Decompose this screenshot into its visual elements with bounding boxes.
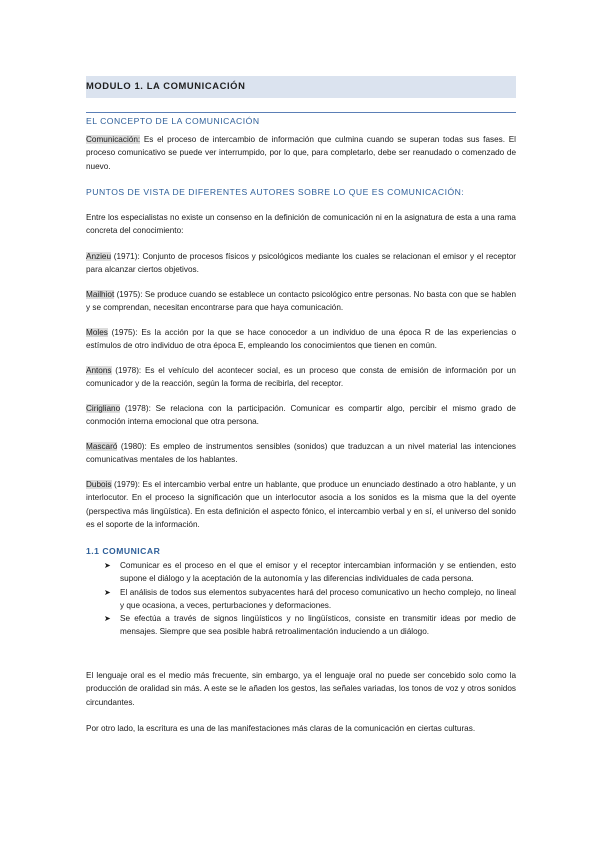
- term-highlight: Comunicación:: [86, 135, 141, 144]
- author-text: (1975): Se produce cuando se establece un contacto psicológico entre personas. No basta con que se hablen y se comprendan, necesitan encontrarse para que haya comunicación.: [86, 290, 516, 313]
- module-title: MODULO 1. LA COMUNICACIÓN: [86, 80, 246, 91]
- author-name: Antons: [86, 366, 112, 375]
- author-entry: [86, 478, 516, 531]
- author-name: Mailhiot: [86, 290, 115, 299]
- section-title-authors: PUNTOS DE VISTA DE DIFERENTES AUTORES SOBRE LO QUE ES COMUNICACIÓN:: [86, 187, 465, 197]
- author-text: (1980): Es empleo de instrumentos sensibles (sonidos) que traduzcan a un nivel material las intenciones comunicativas mentales de los hablantes.: [86, 442, 516, 465]
- bullet-text: Comunicar es el proceso en el que el emisor y el receptor intercambian información y se entienden, esto supone el diálogo y la aceptación de la autonomía y las diferencias individuales de cada persona.: [120, 561, 516, 584]
- author-name: Dubois: [86, 480, 112, 489]
- section-rule: [86, 112, 516, 113]
- author-entry: [86, 250, 516, 277]
- arrow-right-icon: ➤: [104, 587, 111, 597]
- author-name: Moles: [86, 328, 108, 337]
- bullet-text: Se efectúa a través de signos lingüísticos y no lingüísticos, consiste en transmitir ideas por medio de mensajes. Siempre que sea posible habrá retroalimentación induciendo a un diálogo.: [120, 614, 516, 637]
- writing-paragraph: Por otro lado, la escritura es una de las manifestaciones más claras de la comunicación en ciertas culturas.: [86, 724, 476, 733]
- list-item: [102, 559, 516, 586]
- authors-intro: Entre los especialistas no existe un consenso en la definición de comunicación ni en la asignatura de esta a una rama concreta del conocimiento:: [86, 213, 516, 236]
- author-entry: [86, 326, 516, 353]
- author-entry: [86, 288, 516, 315]
- bullet-text: El análisis de todos sus elementos subyacentes hará del proceso comunicativo un hecho complejo, no lineal y que ocasiona, a veces, perturbaciones y deformaciones.: [120, 587, 516, 610]
- author-text: (1978): Se relaciona con la participación. Comunicar es compartir algo, percibir el mismo grado de conmoción interna emocional que otra persona.: [86, 404, 516, 427]
- author-name: Cirigliano: [86, 404, 121, 413]
- section-title-comunicar: 1.1 COMUNICAR: [86, 546, 161, 556]
- comunicar-bullet-list: [102, 559, 516, 639]
- author-name: Mascaró: [86, 442, 118, 451]
- author-text: (1979): Es el intercambio verbal entre un hablante, que produce un enunciado destinado a otro hablante, y un interlocutor. En el proceso la significación que un interlocutor asocia a los sonidos es la misma que la del oyente (perspectiva más lingüística). En esta definición el aspecto fónico, el intercambio verbal y en sí, el universo del sonido es el soporte de la información.: [86, 480, 516, 529]
- oral-language-paragraph: El lenguaje oral es el medio más frecuente, sin embargo, ya el lenguaje oral no puede ser concebido solo como la producción de oralidad sin más. A este se le añaden los gestos, las señales variadas, los tonos de voz y otros sonidos circundantes.: [86, 671, 516, 707]
- concept-text: Es el proceso de intercambio de información que culmina cuando se superan todas sus fases. El proceso comunicativo se puede ver interrumpido, por lo que, para completarlo, debe ser reanudado o comenzado de nuevo.: [86, 135, 516, 171]
- author-entry: [86, 440, 516, 467]
- author-text: (1975): Es la acción por la que se hace conocedor a un individuo de una época R de las experiencias o estímulos de otro individuo de otra época E, empleando los conocimientos que tienen en común.: [86, 328, 516, 351]
- author-text: (1971): Conjunto de procesos físicos y psicológicos mediante los cuales se relacionan el emisor y el receptor para alcanzar ciertos objetivos.: [86, 252, 516, 275]
- arrow-right-icon: ➤: [104, 614, 111, 624]
- list-item: [102, 586, 516, 613]
- list-item: [102, 612, 516, 639]
- author-entry: [86, 402, 516, 429]
- author-name: Anzieu: [86, 252, 112, 261]
- author-entry: [86, 364, 516, 391]
- section-title-concept: EL CONCEPTO DE LA COMUNICACIÓN: [86, 116, 260, 126]
- concept-paragraph: [86, 133, 516, 173]
- arrow-right-icon: ➤: [104, 561, 111, 570]
- author-text: (1978): Es el vehículo del acontecer social, es un proceso que consta de emisión de información por un comunicador y de la reacción, según la forma de recibirla, del receptor.: [86, 366, 516, 389]
